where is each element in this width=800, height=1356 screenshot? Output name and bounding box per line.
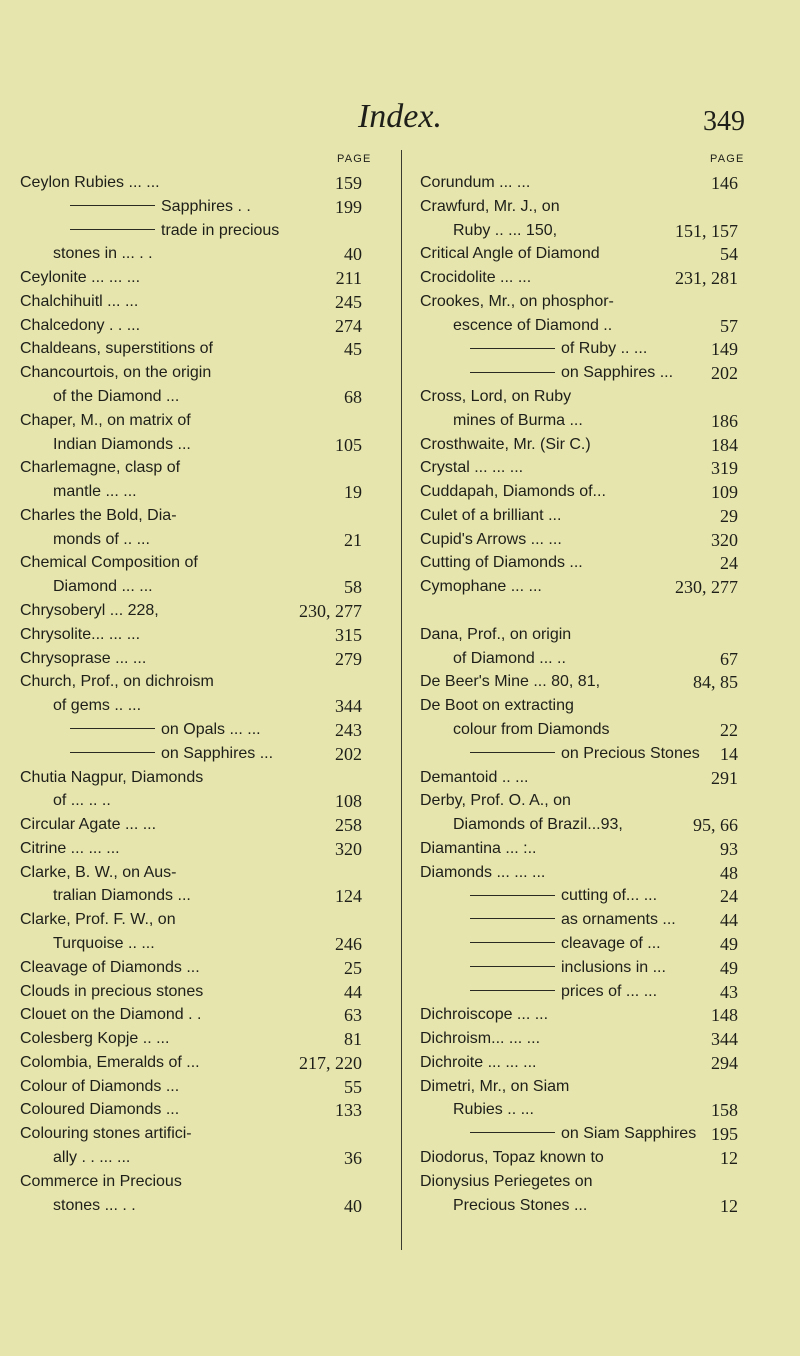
entry-page: 21 <box>344 529 362 550</box>
entry-page: 274 <box>335 315 362 336</box>
entry-label: cutting of... ... <box>561 887 658 905</box>
page-column-label: PAGE <box>710 153 745 165</box>
entry-page: 29 <box>720 505 738 526</box>
entry-label: Diamond ... ... <box>53 578 153 596</box>
ditto-rule <box>470 918 555 919</box>
entry-label: Chalcedony . . ... <box>20 316 141 334</box>
entry-page: 108 <box>335 791 362 812</box>
entry-label: Colour of Diamonds ... <box>20 1077 180 1095</box>
entry-label: prices of ... ... <box>561 982 658 1000</box>
entry-label: Precious Stones ... <box>453 1196 588 1214</box>
entry-page: 67 <box>720 648 738 669</box>
entry-label: Crocidolite ... ... <box>420 269 532 287</box>
entry-page: 230, 277 <box>675 577 738 598</box>
entry-page: 36 <box>344 1147 362 1168</box>
entry-label: Ceylon Rubies ... ... <box>20 174 160 191</box>
entry-label: mines of Burma ... <box>453 411 583 429</box>
entry-label: Coloured Diamonds ... <box>20 1101 180 1119</box>
entry-page: 246 <box>335 933 362 954</box>
entry-label: Cuddapah, Diamonds of... <box>420 483 606 501</box>
ditto-rule <box>70 229 155 230</box>
entry-page: 202 <box>711 363 738 384</box>
entry-page: 159 <box>335 173 362 193</box>
ditto-rule <box>470 372 555 373</box>
entry-label: monds of .. ... <box>53 530 150 548</box>
entry-page: 40 <box>344 1195 362 1216</box>
entry-page: 243 <box>335 719 362 740</box>
entry-label: Cymophane ... ... <box>420 578 542 596</box>
entry-page: 24 <box>720 553 738 574</box>
entry-page: 279 <box>335 648 362 669</box>
entry-label: Turquoise .. ... <box>53 934 155 952</box>
entry-label: Chaldeans, superstitions of <box>20 340 213 358</box>
index-entry <box>453 1192 738 1220</box>
entry-label: on Sapphires ... <box>561 364 674 382</box>
ditto-rule <box>470 895 555 896</box>
entry-page: 55 <box>344 1076 362 1097</box>
entry-text <box>53 1192 136 1220</box>
entry-page: 49 <box>720 957 738 978</box>
entry-page: 184 <box>711 434 738 455</box>
entry-page: 84, 85 <box>693 672 738 693</box>
entry-page: 68 <box>344 387 362 408</box>
entry-page: 19 <box>344 482 362 503</box>
entry-label: Dichroite ... ... ... <box>420 1053 537 1071</box>
ditto-rule <box>470 1132 555 1133</box>
entry-page: 245 <box>335 291 362 312</box>
entry-page: 133 <box>335 1100 362 1121</box>
entry-label: Chemical Composition of <box>20 554 198 572</box>
entry-label: Crystal ... ... ... <box>420 459 524 477</box>
entry-page: 14 <box>720 743 738 764</box>
entry-label: stones in ... . . <box>53 245 153 263</box>
entry-page: 81 <box>344 1029 362 1050</box>
entry-page: 151, 157 <box>675 220 738 241</box>
index-entry <box>53 1192 362 1220</box>
entry-label: of the Diamond ... <box>53 388 180 406</box>
entry-label: Indian Diamonds ... <box>53 435 191 453</box>
entry-label: of gems .. ... <box>53 697 142 715</box>
entry-label: Derby, Prof. O. A., on <box>420 792 571 810</box>
entry-page: 320 <box>711 529 738 550</box>
entry-page: 315 <box>335 624 362 645</box>
ditto-rule <box>70 728 155 729</box>
entry-page: 93 <box>720 838 738 859</box>
ditto-rule <box>470 966 555 967</box>
entry-label: Chalchihuitl ... ... <box>20 292 139 310</box>
entry-page: 158 <box>711 1100 738 1121</box>
entry-page: 291 <box>711 767 738 788</box>
entry-page: 294 <box>711 1052 738 1073</box>
entry-label: Diamonds of Brazil...93, <box>453 816 623 834</box>
entry-page: 124 <box>335 886 362 907</box>
entry-page: 44 <box>720 910 738 931</box>
entry-page: 199 <box>335 196 362 217</box>
entry-label: Cross, Lord, on Ruby <box>420 388 572 406</box>
entry-label: of Ruby .. ... <box>561 340 648 358</box>
entry-label: Clarke, B. W., on Aus- <box>20 863 177 881</box>
entry-label: Ceylonite ... ... ... <box>20 269 141 287</box>
entry-page: 258 <box>335 815 362 836</box>
entry-page: 230, 277 <box>299 601 362 622</box>
entry-label: Colesberg Kopje .. ... <box>20 1030 170 1048</box>
entry-page: 202 <box>335 743 362 764</box>
entry-page: 195 <box>711 1124 738 1145</box>
entry-label: Circular Agate ... ... <box>20 816 157 834</box>
entry-page: 40 <box>344 244 362 265</box>
entry-label: Dichroism... ... ... <box>420 1030 541 1048</box>
entry-page: 22 <box>720 719 738 740</box>
entry-label: Rubies .. ... <box>453 1101 534 1119</box>
ditto-rule <box>470 752 555 753</box>
ditto-rule <box>470 942 555 943</box>
entry-label: Dionysius Periegetes on <box>420 1172 593 1190</box>
page-number: 349 <box>703 106 745 137</box>
entry-label: Clarke, Prof. F. W., on <box>20 911 176 929</box>
entry-label: of Diamond ... .. <box>453 649 566 667</box>
entry-label: Chrysoprase ... ... <box>20 649 147 667</box>
entry-page: 320 <box>335 838 362 859</box>
entry-label: Citrine ... ... ... <box>20 839 120 857</box>
entry-label: Diamantina ... :.. <box>420 839 537 857</box>
entry-label: Clouds in precious stones <box>20 982 204 1000</box>
entry-page: 57 <box>720 315 738 336</box>
entry-label: Dimetri, Mr., on Siam <box>420 1077 570 1095</box>
entry-page: 45 <box>344 339 362 360</box>
ditto-rule <box>70 752 155 753</box>
entry-label: as ornaments ... <box>561 911 676 929</box>
entry-page: 344 <box>711 1029 738 1050</box>
entry-label: Chutia Nagpur, Diamonds <box>20 768 204 786</box>
entry-page: 217, 220 <box>299 1052 362 1073</box>
entry-label: on Sapphires ... <box>161 744 274 762</box>
entry-page: 48 <box>720 862 738 883</box>
entry-label: Commerce in Precious <box>20 1172 182 1190</box>
entry-label: De Beer's Mine ... 80, 81, <box>420 673 601 691</box>
entry-page: 105 <box>335 434 362 455</box>
entry-label: Chaper, M., on matrix of <box>20 411 191 429</box>
entry-page: 12 <box>720 1147 738 1168</box>
entry-label: of ... .. .. <box>53 792 111 810</box>
ditto-rule <box>470 348 555 349</box>
entry-label: Crookes, Mr., on phosphor- <box>420 292 614 310</box>
entry-page: 58 <box>344 577 362 598</box>
entry-label: Colombia, Emeralds of ... <box>20 1053 200 1071</box>
entry-page: 95, 66 <box>693 815 738 836</box>
entry-label: Charles the Bold, Dia- <box>20 506 177 524</box>
entry-label: on Opals ... ... <box>161 720 261 738</box>
entry-label: Cupid's Arrows ... ... <box>420 530 562 548</box>
entry-label: escence of Diamond .. <box>453 316 613 334</box>
entry-label: ally . . ... ... <box>53 1148 131 1166</box>
entry-text <box>453 1192 587 1220</box>
entry-label: tralian Diamonds ... <box>53 887 191 905</box>
entry-page: 148 <box>711 1005 738 1026</box>
ditto-rule <box>70 205 155 206</box>
entry-page: 344 <box>335 696 362 717</box>
entry-page: 211 <box>335 268 362 289</box>
entry-label: stones ... . . <box>53 1196 136 1214</box>
ditto-rule <box>470 990 555 991</box>
entry-label: mantle ... ... <box>53 483 137 501</box>
entry-label: Diamonds ... ... ... <box>420 863 546 881</box>
running-title: Index. <box>357 98 442 135</box>
page-column-label: PAGE <box>337 153 372 165</box>
entry-page: 49 <box>720 933 738 954</box>
entry-label: Cleavage of Diamonds ... <box>20 958 200 976</box>
entry-page: 24 <box>720 886 738 907</box>
entry-label: Demantoid .. ... <box>420 768 529 786</box>
entry-page: 231, 281 <box>675 268 738 289</box>
entry-label: Colouring stones artifici- <box>20 1125 192 1143</box>
entry-label: Cutting of Diamonds ... <box>420 554 583 572</box>
entry-label: colour from Diamonds <box>453 720 610 738</box>
entry-label: Sapphires . . <box>161 197 251 215</box>
entry-label: Crosthwaite, Mr. (Sir C.) <box>420 435 591 453</box>
entry-label: Ruby .. ... 150, <box>453 221 558 239</box>
entry-page: 12 <box>720 1195 738 1216</box>
entry-label: Chrysoberyl ... 228, <box>20 602 159 620</box>
entry-label: Church, Prof., on dichroism <box>20 673 214 691</box>
entry-label: Chancourtois, on the origin <box>20 364 212 382</box>
entry-page: 149 <box>711 339 738 360</box>
entry-label: on Siam Sapphires <box>561 1125 697 1143</box>
entry-page: 25 <box>344 957 362 978</box>
entry-label: Charlemagne, clasp of <box>20 459 181 477</box>
entry-label: Clouet on the Diamond . . <box>20 1006 202 1024</box>
entry-page: 54 <box>720 244 738 265</box>
entry-page: 109 <box>711 482 738 503</box>
entry-page: 63 <box>344 1005 362 1026</box>
entry-page: 43 <box>720 981 738 1002</box>
entry-label: Dichroiscope ... ... <box>420 1006 549 1024</box>
entry-label: Culet of a brilliant ... <box>420 506 562 524</box>
entry-label: inclusions in ... <box>561 958 666 976</box>
entry-label: Dana, Prof., on origin <box>420 625 572 643</box>
entry-page: 319 <box>711 458 738 479</box>
entry-label: on Precious Stones <box>561 744 700 762</box>
entry-page: 44 <box>344 981 362 1002</box>
column-divider <box>401 150 402 1250</box>
entry-label: De Boot on extracting <box>420 697 574 715</box>
entry-label: cleavage of ... <box>561 934 661 952</box>
entry-label: Chrysolite... ... ... <box>20 625 141 643</box>
entry-label: Crawfurd, Mr. J., on <box>420 197 560 215</box>
entry-label: Corundum ... ... <box>420 174 531 191</box>
entry-page: 146 <box>711 173 738 193</box>
entry-label: Diodorus, Topaz known to <box>420 1148 604 1166</box>
entry-label: trade in precious <box>161 221 280 239</box>
entry-page: 186 <box>711 410 738 431</box>
entry-label: Critical Angle of Diamond <box>420 245 600 263</box>
